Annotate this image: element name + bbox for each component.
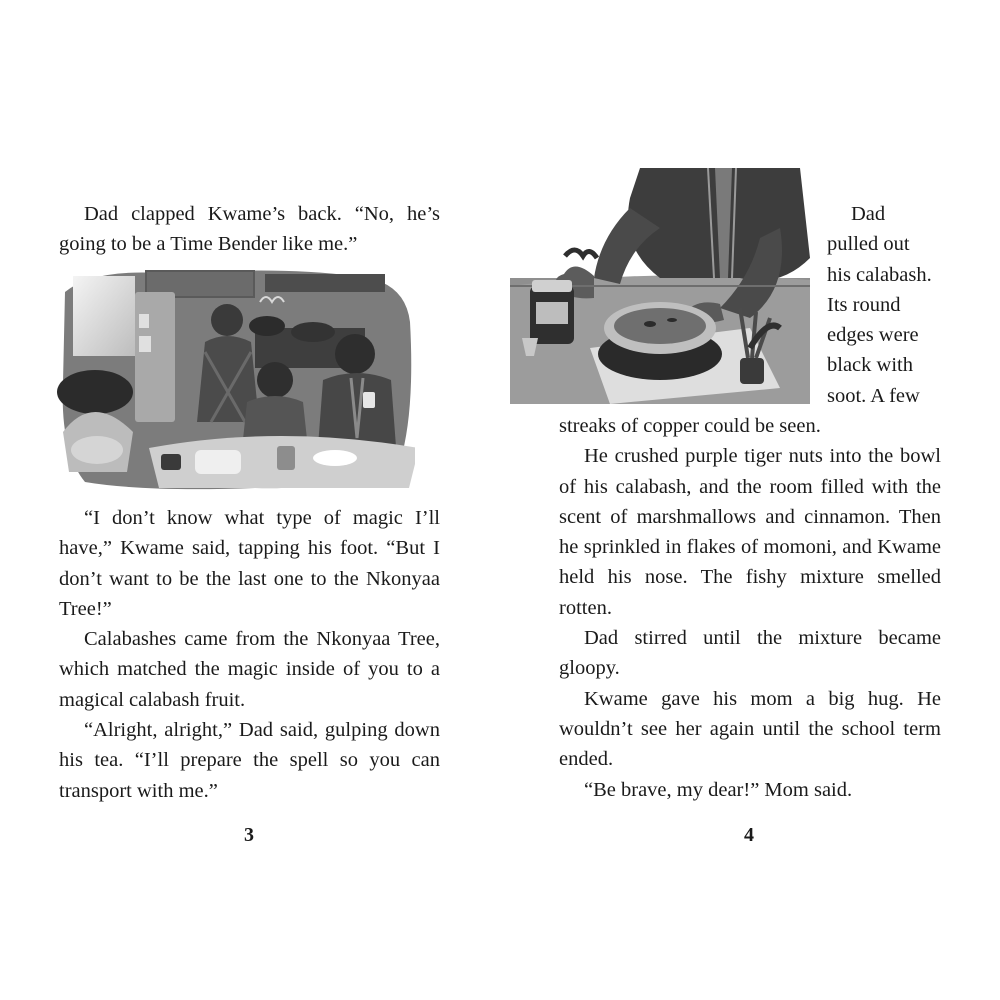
wrap-text-column [827, 199, 947, 411]
wrap-line-6: black with [827, 354, 913, 377]
wrap-line-5: edges were [827, 324, 919, 347]
wrap-line-7: soot. A few [827, 384, 920, 407]
calabash-spell-icon [510, 168, 810, 404]
wrap-line-1: Dad [851, 203, 886, 225]
family-kitchen-icon [55, 262, 415, 494]
right-paragraph-2: He crushed purple tiger nuts into the bowl of his calabash, and the room filled with the scent of marshmallows and cinnamon. Then he sprinkled in flakes of momoni, and Kwame held his nose. The fishy mixture smelled rotten. [559, 445, 941, 619]
left-paragraph-3: Calabashes came from the Nkonyaa Tree, which matched the magic inside of you to a magical calabash fruit. [59, 628, 440, 711]
left-paragraph-4: “Alright, alright,” Dad said, gulping down his tea. “I’ll prepare the spell so you can transport with me.” [59, 719, 440, 802]
right-paragraph-1-end: streaks of copper could be seen. [559, 415, 821, 437]
left-text-block [59, 503, 440, 806]
calabash-spell-illustration [510, 168, 810, 404]
page-number-left: 3 [244, 824, 254, 846]
right-paragraph-5: “Be brave, my dear!” Mom said. [584, 778, 853, 801]
left-paragraph-2: “I don’t know what type of magic I’ll have,” Kwame said, tapping his foot. “But I don’t want to be the last one to the Nkonyaa Tree!” [59, 507, 440, 620]
left-paragraph-1: Dad clapped Kwame’s back. “No, he’s going to be a Time Bender like me.” [59, 203, 440, 256]
wrap-line-2: pulled out [827, 233, 910, 256]
page-number-right: 4 [744, 824, 754, 846]
right-text-block [559, 411, 941, 805]
family-kitchen-illustration [55, 262, 415, 494]
right-paragraph-3: Dad stirred until the mixture became gloopy. [559, 627, 941, 680]
wrap-line-3: his calabash. [827, 263, 932, 286]
wrap-line-4: Its round [827, 293, 901, 316]
right-paragraph-4: Kwame gave his mom a big hug. He wouldn’t see her again until the school term ended. [559, 687, 941, 771]
